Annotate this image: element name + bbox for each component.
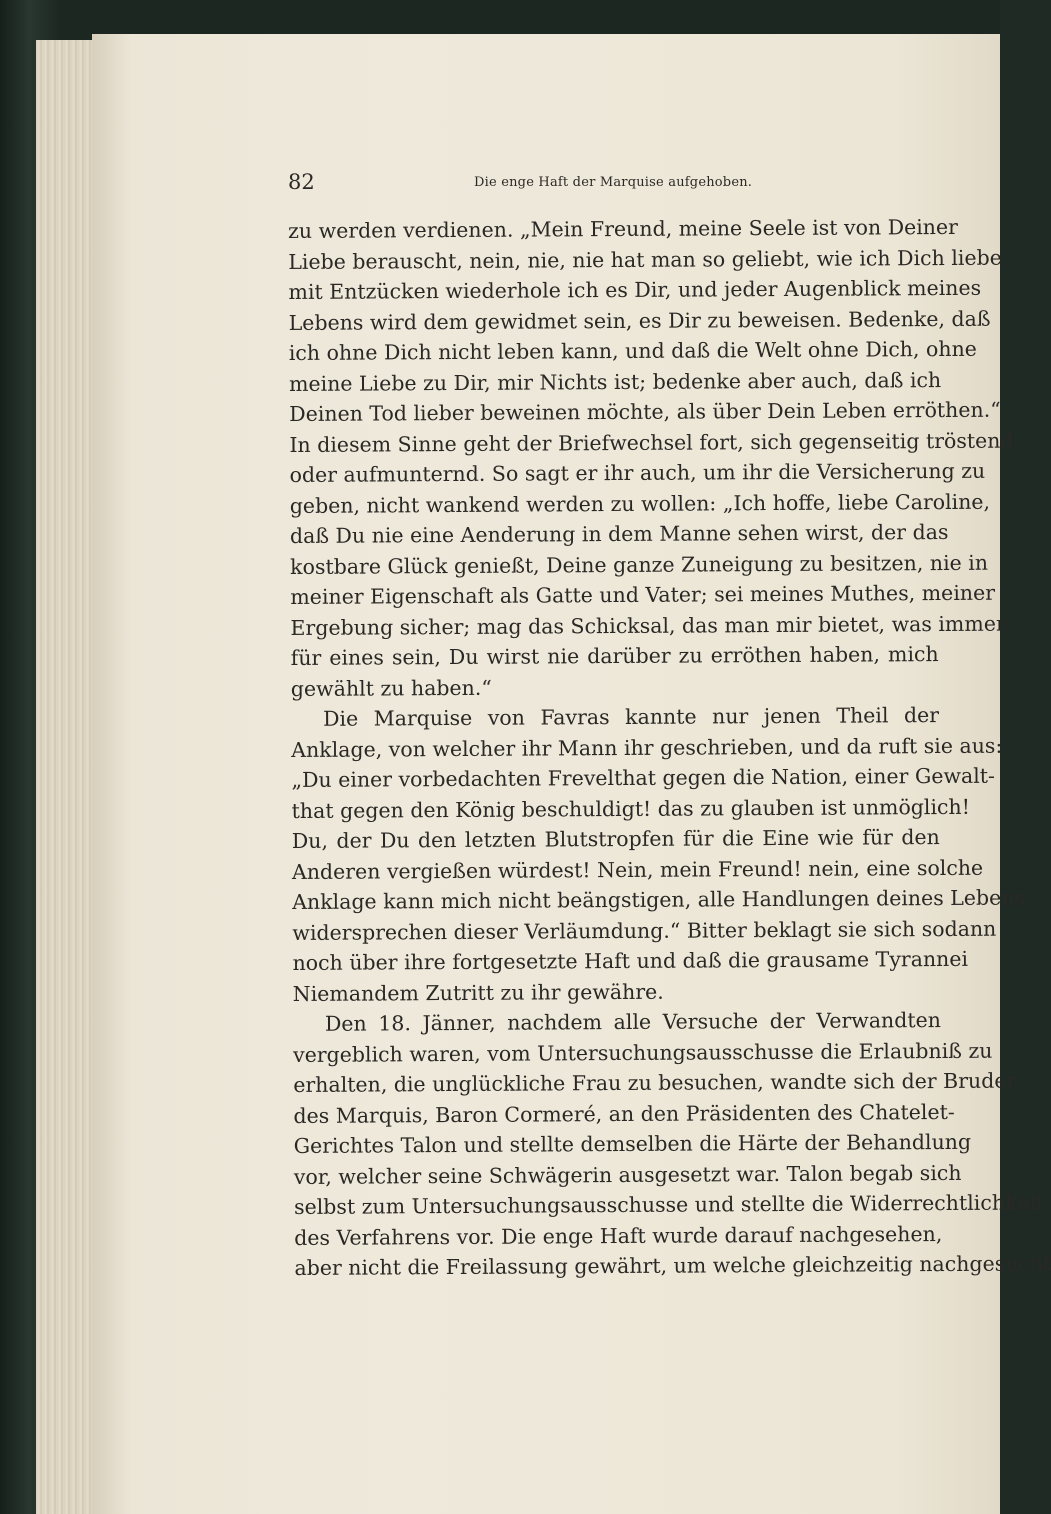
text-line: „Du einer vorbedachten Frevelthat gegen die Nation, einer Gewalt- — [291, 763, 995, 792]
text-line: Den 18. Jänner, nachdem alle Versuche der Verwandten — [324, 1008, 941, 1036]
text-line: Anklage kann mich nicht beängstigen, alle Handlungen deines Lebens — [292, 885, 1026, 914]
page-number: 82 — [288, 170, 315, 194]
text-line: Anderen vergießen würdest! Nein, mein Freund! nein, eine solche — [291, 855, 984, 884]
text-line: Ergebung sicher; mag das Schicksal, das man mir bietet, was immer — [290, 611, 1006, 640]
text-line: Du, der Du den letzten Blutstropfen für die Eine wie für den — [291, 825, 940, 853]
text-line: In diesem Sinne geht der Briefwechsel fort, sich gegenseitig tröstend — [289, 428, 1014, 457]
text-line: vor, welcher seine Schwägerin ausgesetzt war. Talon begab sich — [293, 1160, 962, 1189]
text-line: Gerichtes Talon und stellte demselben die Härte der Behandlung — [293, 1129, 972, 1158]
text-line: widersprechen dieser Verläumdung.“ Bitter beklagt sie sich sodann — [292, 916, 997, 945]
running-title: Die enge Haft der Marquise aufgehoben. — [474, 175, 753, 190]
text-line: Die Marquise von Favras kannte nur jenen Theil der — [322, 703, 940, 731]
text-line: noch über ihre fortgesetzte Haft und daß die grausame Tyrannei — [292, 946, 969, 975]
body-text — [288, 212, 1051, 1283]
text-line: zu werden verdienen. „Mein Freund, meine Seele ist von Deiner — [288, 214, 958, 243]
text-line: erhalten, die unglückliche Frau zu besuchen, wandte sich der Bruder — [293, 1068, 1017, 1097]
text-line: ich ohne Dich nicht leben kann, und daß die Welt ohne Dich, ohne — [288, 336, 977, 365]
text-line: Lebens wird dem gewidmet sein, es Dir zu beweisen. Bedenke, daß — [288, 306, 991, 335]
page-edges — [36, 40, 96, 1514]
page-header — [288, 170, 928, 200]
text-line: kostbare Glück genießt, Deine ganze Zuneigung zu besitzen, nie in — [290, 550, 989, 579]
text-line: that gegen den König beschuldigt! das zu glauben ist unmöglich! — [291, 794, 970, 823]
text-line: geben, nicht wankend werden zu wollen: „Ich hoffe, liebe Caroline, — [289, 489, 991, 518]
text-line: des Marquis, Baron Cormeré, an den Präsidenten des Chatelet- — [293, 1099, 955, 1128]
text-line: gewählt zu haben.“ — [290, 675, 492, 701]
text-line: Liebe berauscht, nein, nie, nie hat man so geliebt, wie ich Dich liebe, — [288, 245, 1009, 274]
text-line: oder aufmunternd. So sagt er ihr auch, um ihr die Versicherung zu — [289, 458, 986, 487]
text-line: meine Liebe zu Dir, mir Nichts ist; bedenke aber auch, daß ich — [288, 367, 942, 396]
text-line: daß Du nie eine Aenderung in dem Manne sehen wirst, der das — [289, 519, 949, 548]
text-line: aber nicht die Freilassung gewährt, um welche gleichzeitig nachgesucht — [294, 1251, 1051, 1280]
text-line: Deinen Tod lieber beweinen möchte, als über Dein Leben erröthen.“ — [289, 397, 1001, 426]
text-line: für eines sein, Du wirst nie darüber zu erröthen haben, mich — [290, 642, 939, 670]
text-line: mit Entzücken wiederhole ich es Dir, und jeder Augenblick meines — [288, 275, 982, 304]
text-line: vergeblich waren, vom Untersuchungsausschusse die Erlaubniß zu — [293, 1038, 993, 1067]
text-line: meiner Eigenschaft als Gatte und Vater; sei meines Muthes, meiner — [290, 580, 996, 609]
text-line: Niemandem Zutritt zu ihr gewähre. — [292, 979, 664, 1006]
text-line: des Verfahrens vor. Die enge Haft wurde darauf nachgesehen, — [294, 1221, 943, 1250]
text-line: selbst zum Untersuchungsausschusse und stellte die Widerrechtlichkeit — [293, 1190, 1045, 1219]
text-line: Anklage, von welcher ihr Mann ihr geschrieben, und da ruft sie aus: — [291, 733, 1003, 762]
